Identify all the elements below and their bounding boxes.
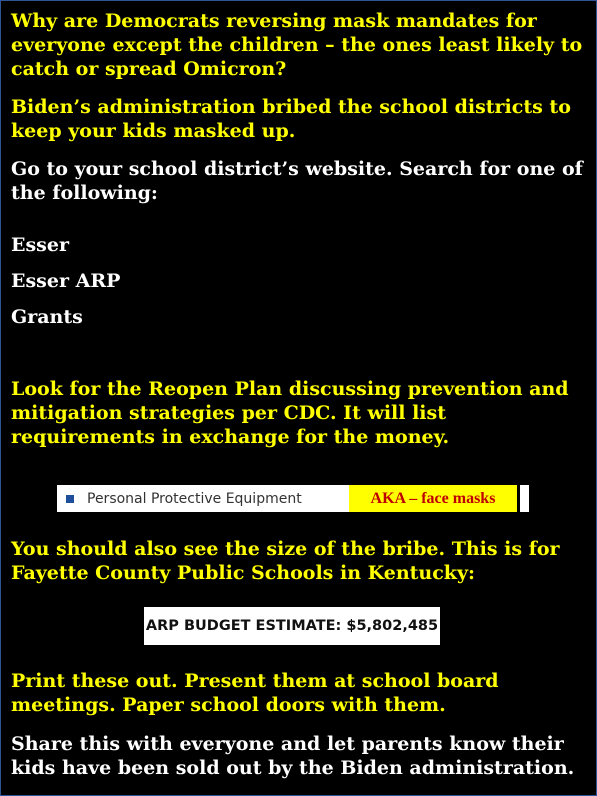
list-item-esser: Esser (11, 234, 69, 256)
bribe-size-text: You should also see the size of the bribe. This is for Fayette County Public Schools in Kentucky: (11, 538, 560, 584)
budget-estimate-box: ARP BUDGET ESTIMATE: $5,802,485 (144, 607, 440, 645)
intro-question: Why are Democrats reversing mask mandates for everyone except the children – the ones least likely to catch or spread Omicron? (11, 10, 583, 80)
aka-face-masks-label: AKA – face masks (349, 485, 520, 512)
ppe-label: Personal Protective Equipment (87, 490, 302, 507)
bribe-claim: Biden’s administration bribed the school districts to keep your kids masked up. (11, 96, 571, 142)
reopen-plan-instruction: Look for the Reopen Plan discussing prevention and mitigation strategies per CDC. It will list requirements in exchange for the money. (11, 378, 569, 448)
print-instruction: Print these out. Present them at school board meetings. Paper school doors with them. (11, 670, 499, 716)
list-item-esser-arp: Esser ARP (11, 270, 121, 292)
share-instruction: Share this with everyone and let parents know their kids have been sold out by the Biden administration. (11, 733, 575, 779)
ppe-screenshot-box (57, 485, 529, 512)
search-instruction: Go to your school district’s website. Search for one of the following: (11, 158, 583, 204)
list-item-grants: Grants (11, 306, 83, 328)
bullet-square-icon (66, 495, 74, 503)
